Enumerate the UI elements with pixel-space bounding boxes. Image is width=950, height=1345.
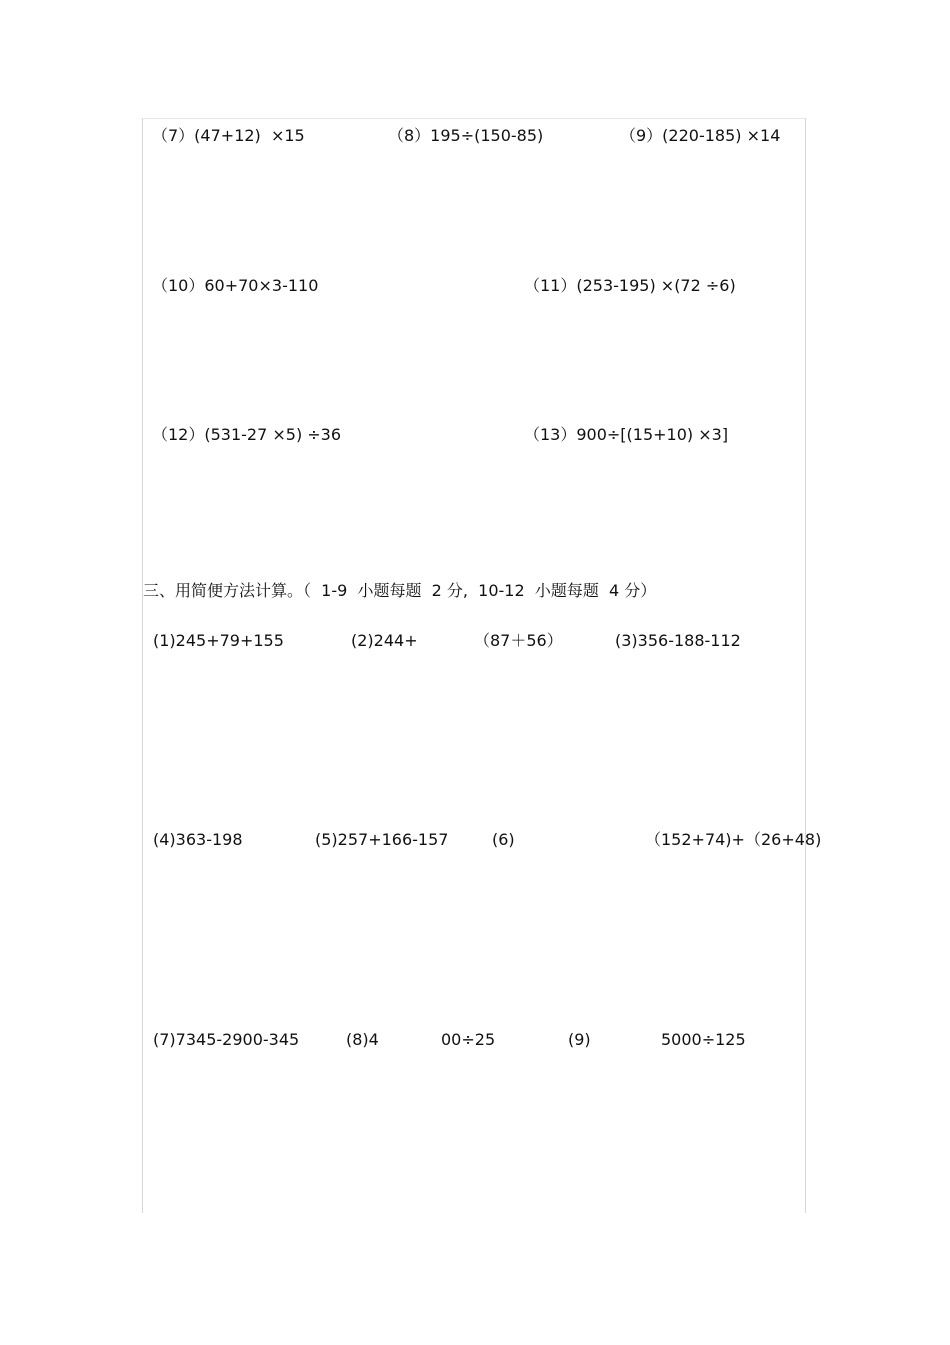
- problem-7: （7）(47+12) ×15: [152, 126, 305, 145]
- simplify-problem-9-label: (9): [568, 1030, 591, 1049]
- problem-10: （10）60+70×3-110: [152, 276, 319, 295]
- problem-13: （13）900÷[(15+10) ×3]: [524, 425, 729, 444]
- problem-12: （12）(531-27 ×5) ÷36: [152, 425, 342, 444]
- problem-11: （11）(253-195) ×(72 ÷6): [524, 276, 736, 295]
- simplify-problem-4: (4)363-198: [153, 830, 243, 849]
- problem-8: （8）195÷(150-85): [388, 126, 544, 145]
- simplify-problem-2-part-b: （87＋56）: [474, 631, 563, 650]
- simplify-problem-3: (3)356-188-112: [615, 631, 741, 650]
- simplify-problem-7: (7)7345-2900-345: [153, 1030, 300, 1049]
- simplify-problem-6-expression: （152+74)+（26+48): [645, 830, 822, 849]
- simplify-problem-9-expression: 5000÷125: [661, 1030, 746, 1049]
- simplify-problem-5: (5)257+166-157: [315, 830, 449, 849]
- simplify-problem-1: (1)245+79+155: [153, 631, 284, 650]
- simplify-problem-2-part-a: (2)244+: [351, 631, 418, 650]
- section-3-heading: 三、用简便方法计算。（ 1-9 小题每题 2 分, 10-12 小题每题 4 分）: [143, 581, 657, 600]
- simplify-problem-6-label: (6): [492, 830, 515, 849]
- simplify-problem-8-part-a: (8)4: [346, 1030, 379, 1049]
- problem-9: （9）(220-185) ×14: [620, 126, 781, 145]
- simplify-problem-8-part-b: 00÷25: [441, 1030, 496, 1049]
